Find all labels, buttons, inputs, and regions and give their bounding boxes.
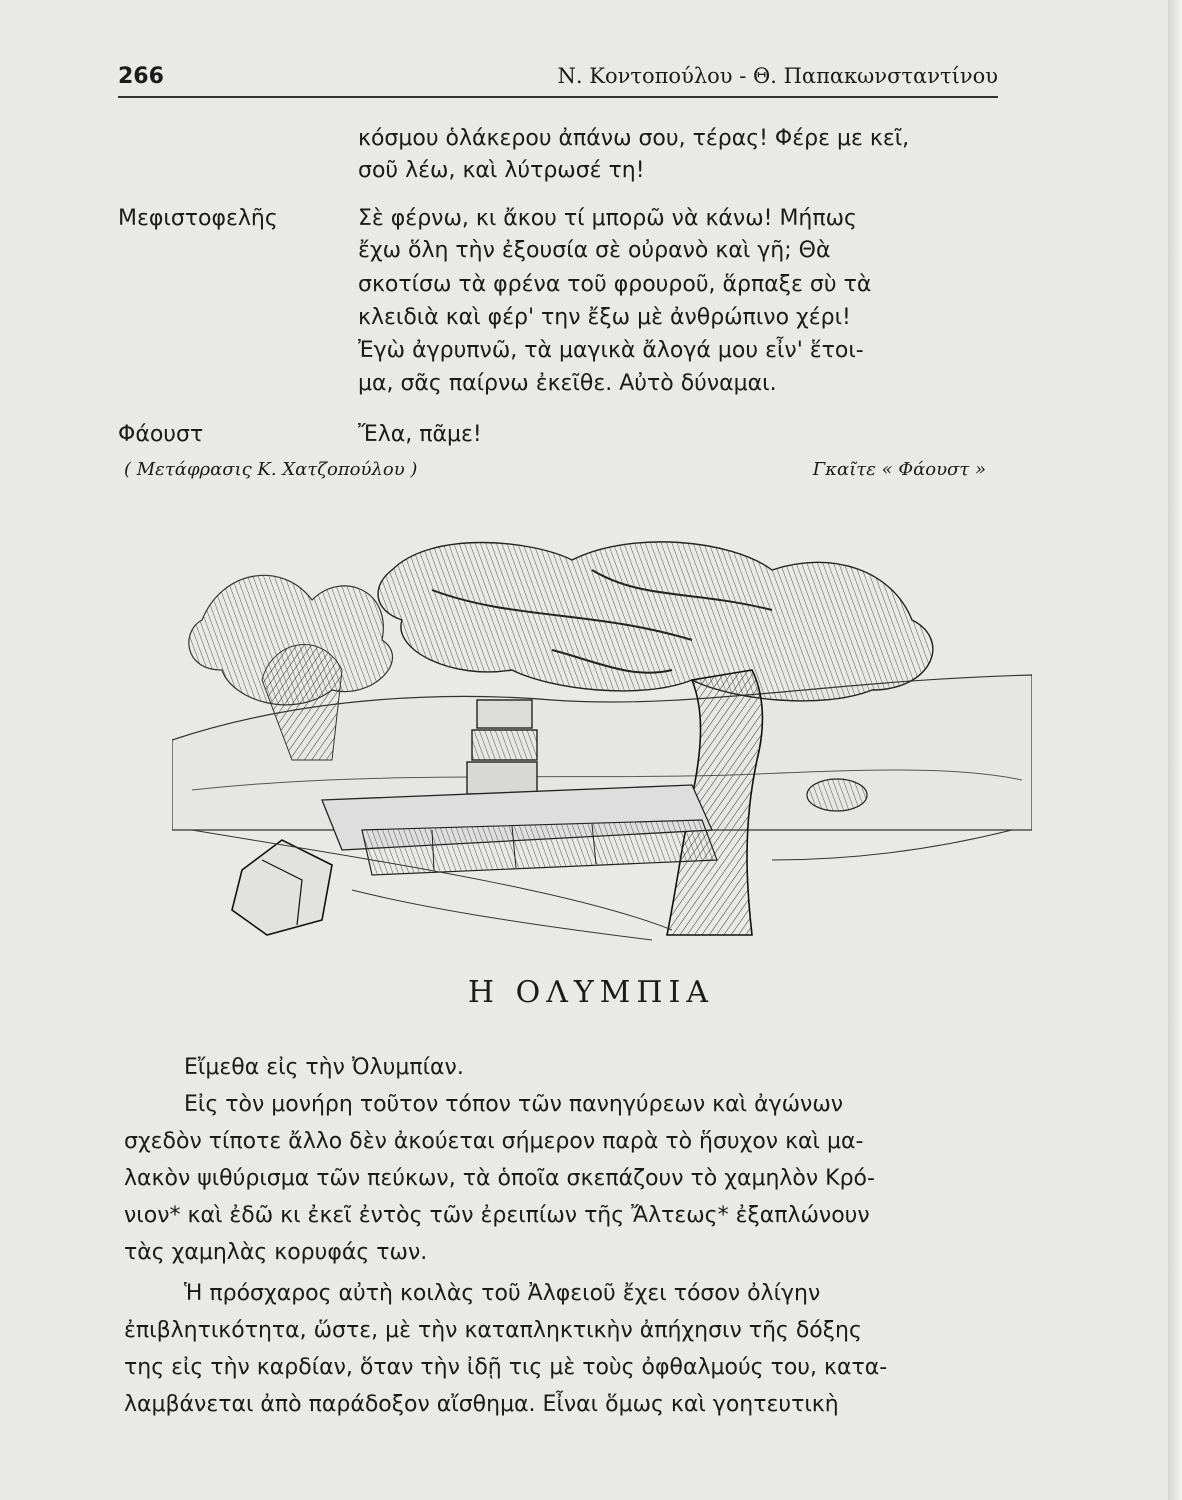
prose-line: Εἴμεθα εἰς τὴν Ὀλυμπίαν. [184,1055,464,1080]
prose-line: σχεδὸν τίποτε ἄλλο δὲν ἀκούεται σήμερον παρὰ τὸ ἥσυχον καὶ μα- [124,1129,864,1154]
verse-line: ἔχω ὅλη τὴν ἐξουσία σὲ οὐρανὸ καὶ γῆ; Θὰ [358,238,831,263]
prose-line: νιον* καὶ ἐδῶ κι ἐκεῖ ἐντὸς τῶν ἐρειπίων τῆς Ἄλτεως* ἐξαπλώνουν [124,1203,870,1228]
verse-line: σκοτίσω τὰ φρένα τοῦ φρουροῦ, ἅρπαξε σὺ τὰ [358,272,872,297]
page-header [118,64,998,104]
olympia-ruins-illustration [172,530,1032,950]
verse-line: μα, σᾶς παίρνω ἐκεῖθε. Αὐτὸ δύναμαι. [358,371,777,396]
page-number: 266 [118,64,164,89]
prose-line: Εἰς τὸν μονήρη τοῦτον τόπον τῶν πανηγύρεων καὶ ἀγώνων [184,1092,844,1117]
prose-line: ἐπιβλητικότητα, ὥστε, μὲ τὴν καταπληκτικὴν ἀπήχησιν τῆς δόξης [124,1318,862,1343]
credits [124,459,986,489]
speaker-mephistopheles: Μεφιστοφελῆς [118,206,278,231]
verse-line: σοῦ λέω, καὶ λύτρωσέ τη! [358,158,645,183]
prose-line: λαμβάνεται ἀπὸ παράδοξον αἴσθημα. Εἶναι ὅμως καὶ γοητευτικὴ [124,1392,839,1417]
section-title: Η ΟΛΥΜΠΙΑ [467,975,715,1010]
prose-line: λακὸν ψιθύρισμα τῶν πεύκων, τὰ ὁποῖα σκεπάζουν τὸ χαμηλὸν Κρό- [124,1166,875,1191]
header-rule [118,96,998,98]
prose-line: Ἡ πρόσχαρος αὐτὴ κοιλὰς τοῦ Ἀλφειοῦ ἔχει τόσον ὀλίγην [184,1281,821,1306]
running-title: Ν. Κοντοπούλου - Θ. Παπακωνσταντίνου [557,64,998,88]
verse-line: Ἐγὼ ἀγρυπνῶ, τὰ μαγικὰ ἄλογά μου εἶν' ἕτοι- [358,338,864,363]
page-edge [1168,0,1182,1500]
verse-line: Ἔλα, πᾶμε! [358,422,482,447]
work-credit: Γκαῖτε « Φάουστ » [812,459,986,480]
verse-line: κλειδιὰ καὶ φέρ' την ἔξω μὲ ἀνθρώπινο χέρι! [358,305,851,330]
prose-line: της εἰς τὴν καρδίαν, ὅταν τὴν ἰδῇ τις μὲ τοὺς ὀφθαλμούς του, κατα- [124,1355,888,1380]
prose-line: τὰς χαμηλὰς κορυφάς των. [124,1240,428,1265]
speaker-faust: Φάουστ [118,422,204,447]
translation-credit: ( Μετάφρασις Κ. Χατζοπούλου ) [124,459,418,480]
verse-line: Σὲ φέρνω, κι ἄκου τί μπορῶ νὰ κάνω! Μήπως [358,206,857,231]
verse-line: κόσμου ὁλάκερου ἀπάνω σου, τέρας! Φέρε με κεῖ, [358,126,910,151]
